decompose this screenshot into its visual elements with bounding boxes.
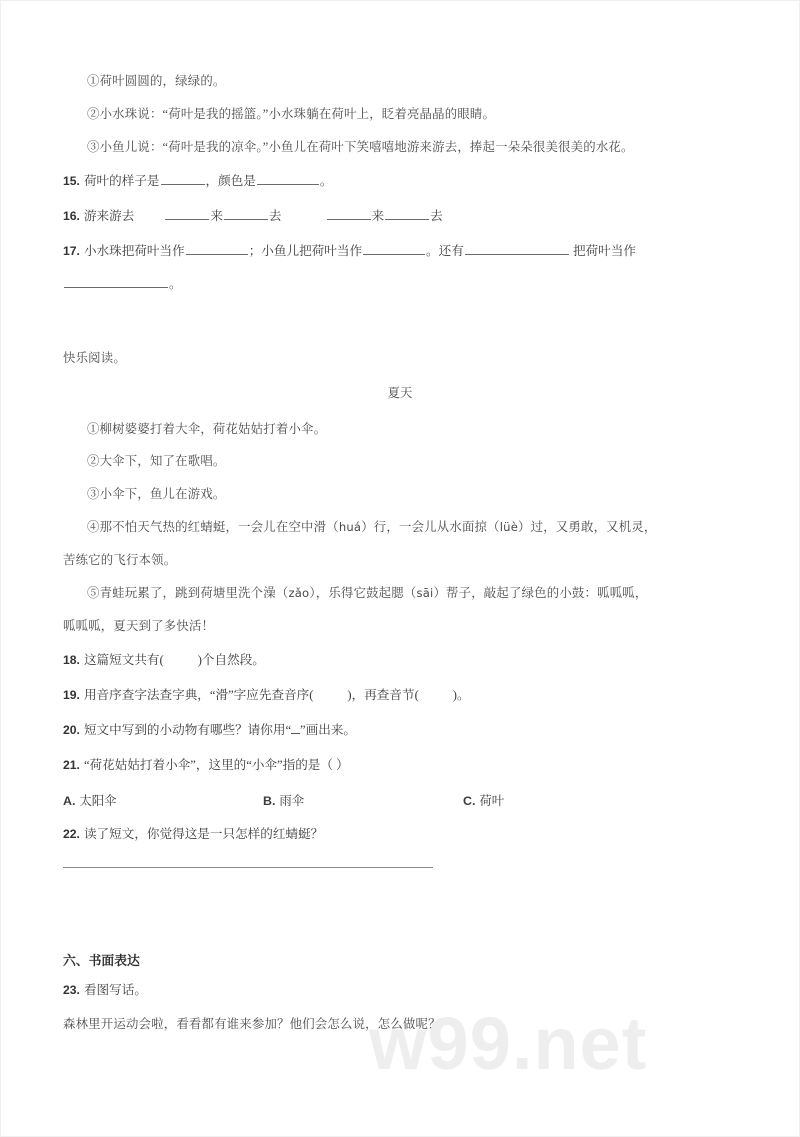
passage-line: ①荷叶圆圆的，绿绿的。 bbox=[87, 74, 226, 88]
question-text: ，颜色是 bbox=[205, 173, 256, 188]
pinyin-sai: sāi bbox=[416, 586, 434, 601]
answer-blank[interactable] bbox=[161, 172, 205, 185]
question-text: 。还有 bbox=[426, 243, 464, 258]
answer-blank[interactable] bbox=[363, 242, 425, 255]
answer-blank[interactable] bbox=[465, 242, 569, 255]
question-text: )。 bbox=[452, 688, 470, 703]
option-letter: B. bbox=[263, 793, 276, 808]
option-c[interactable] bbox=[463, 791, 504, 809]
answer-blank[interactable] bbox=[257, 172, 319, 185]
reading-title: 夏天 bbox=[387, 385, 413, 400]
reading-paragraph: ②大伞下，知了在歌唱。 bbox=[87, 454, 226, 469]
answer-blank[interactable] bbox=[186, 242, 248, 255]
pinyin-zao: zǎo bbox=[288, 586, 310, 601]
answer-blank[interactable] bbox=[385, 207, 429, 220]
question-text: 用音序查字法查字典，“滑”字应先查音序( bbox=[83, 688, 314, 703]
question-19 bbox=[63, 686, 737, 705]
question-20 bbox=[63, 721, 737, 740]
answer-blank[interactable] bbox=[224, 207, 268, 220]
answer-blank[interactable] bbox=[64, 275, 168, 288]
option-letter: A. bbox=[63, 793, 76, 808]
question-23 bbox=[63, 981, 737, 1000]
question-text: 小水珠把荷叶当作 bbox=[83, 243, 185, 258]
reading-prompt: 快乐阅读。 bbox=[63, 350, 126, 365]
question-text: 游来游去 bbox=[83, 208, 135, 223]
question-number: 23. bbox=[63, 982, 80, 997]
reading-paragraph-text: ）行，一会儿从水面掠（ bbox=[361, 520, 500, 535]
reading-paragraph-text: ）帮子，敲起了绿色的小鼓：呱呱呱， bbox=[433, 586, 648, 601]
question-text: 看图写话。 bbox=[83, 982, 147, 997]
answer-blank[interactable] bbox=[327, 207, 371, 220]
question-text: 短文中写到的小动物有哪些？请你用“ bbox=[83, 723, 292, 738]
reading-paragraph-cont: 呱呱呱，夏天到了多快活！ bbox=[63, 619, 215, 634]
option-label: 荷叶 bbox=[479, 793, 505, 808]
option-label: 雨伞 bbox=[279, 793, 305, 808]
question-text: ；小鱼儿把荷叶当作 bbox=[248, 243, 363, 258]
question-number: 19. bbox=[63, 688, 80, 703]
reading-paragraph bbox=[63, 519, 737, 537]
passage-line: ③小鱼儿说：“荷叶是我的凉伞。”小鱼儿在荷叶下笑嘻嘻地游来游去，捧起一朵朵很美很美的水花。 bbox=[87, 139, 634, 154]
passage-line: ②小水珠说：“荷叶是我的摇篮。”小水珠躺在荷叶上，眨着亮晶晶的眼睛。 bbox=[87, 106, 496, 121]
option-letter: C. bbox=[463, 793, 476, 808]
question-number: 17. bbox=[63, 243, 80, 258]
reading-paragraph-text: ⑤青蛙玩累了，跳到荷塘里洗个澡（ bbox=[87, 586, 289, 601]
question-text: 荷叶的样子是 bbox=[83, 173, 160, 188]
reading-paragraph: ③小伞下，鱼儿在游戏。 bbox=[87, 487, 226, 502]
option-a[interactable] bbox=[63, 791, 263, 809]
question-number: 15. bbox=[63, 173, 80, 188]
question-15 bbox=[63, 172, 737, 191]
reading-paragraph-cont: 苦练它的飞行本领。 bbox=[63, 553, 177, 568]
reading-paragraph-text: ④那不怕天气热的红蜻蜓，一会儿在空中滑（ bbox=[87, 520, 339, 535]
question-number: 21. bbox=[63, 758, 80, 773]
question-number: 20. bbox=[63, 723, 80, 738]
question-text: 读了短文，你觉得这是一只怎样的红蜻蜓？ bbox=[83, 826, 324, 841]
question-text: 来 bbox=[210, 208, 223, 223]
question-text: “荷花姑姑打着小伞”，这里的“小伞”指的是（ ） bbox=[83, 758, 349, 773]
answer-blank[interactable] bbox=[165, 207, 209, 220]
question-text: )个自然段。 bbox=[197, 653, 265, 668]
question-text: 。 bbox=[319, 173, 333, 188]
writing-prompt: 森林里开运动会啦，看看都有谁来参加？他们会怎么说，怎么做呢？ bbox=[63, 1016, 441, 1031]
question-text: 来 bbox=[371, 208, 385, 223]
question-text: 。 bbox=[169, 276, 182, 291]
question-text: 这篇短文共有( bbox=[83, 653, 164, 668]
question-number: 18. bbox=[63, 653, 80, 668]
question-text: ”画出来。 bbox=[300, 723, 357, 738]
section-heading-six: 六、书面表达 bbox=[63, 952, 140, 968]
reading-paragraph-text: ）过，又勇敢，又机灵， bbox=[518, 520, 657, 535]
question-16 bbox=[63, 207, 737, 226]
reading-paragraph-text: ），乐得它鼓起腮（ bbox=[309, 586, 417, 601]
pinyin-lue: lüè bbox=[499, 520, 519, 535]
question-18 bbox=[63, 651, 737, 670]
page-content bbox=[1, 1, 799, 1034]
question-17 bbox=[63, 242, 737, 294]
question-text: )，再查音节( bbox=[347, 688, 419, 703]
option-b[interactable] bbox=[263, 791, 463, 809]
question-21-options bbox=[63, 791, 737, 809]
reading-paragraph bbox=[63, 585, 737, 603]
reading-paragraph: ①柳树婆婆打着大伞，荷花姑姑打着小伞。 bbox=[87, 421, 327, 436]
site-watermark: w99.net bbox=[369, 1002, 648, 1085]
answer-line[interactable] bbox=[63, 866, 433, 868]
question-number: 16. bbox=[63, 208, 80, 223]
underline-mark-icon bbox=[291, 724, 300, 734]
question-text: 去 bbox=[268, 208, 282, 223]
pinyin-hua: huá bbox=[338, 520, 362, 535]
question-text: 去 bbox=[430, 208, 443, 223]
question-number: 22. bbox=[63, 826, 80, 841]
question-22 bbox=[63, 825, 737, 868]
question-text: 把荷叶当作 bbox=[572, 243, 636, 258]
option-label: 太阳伞 bbox=[79, 793, 117, 808]
question-21 bbox=[63, 756, 737, 775]
